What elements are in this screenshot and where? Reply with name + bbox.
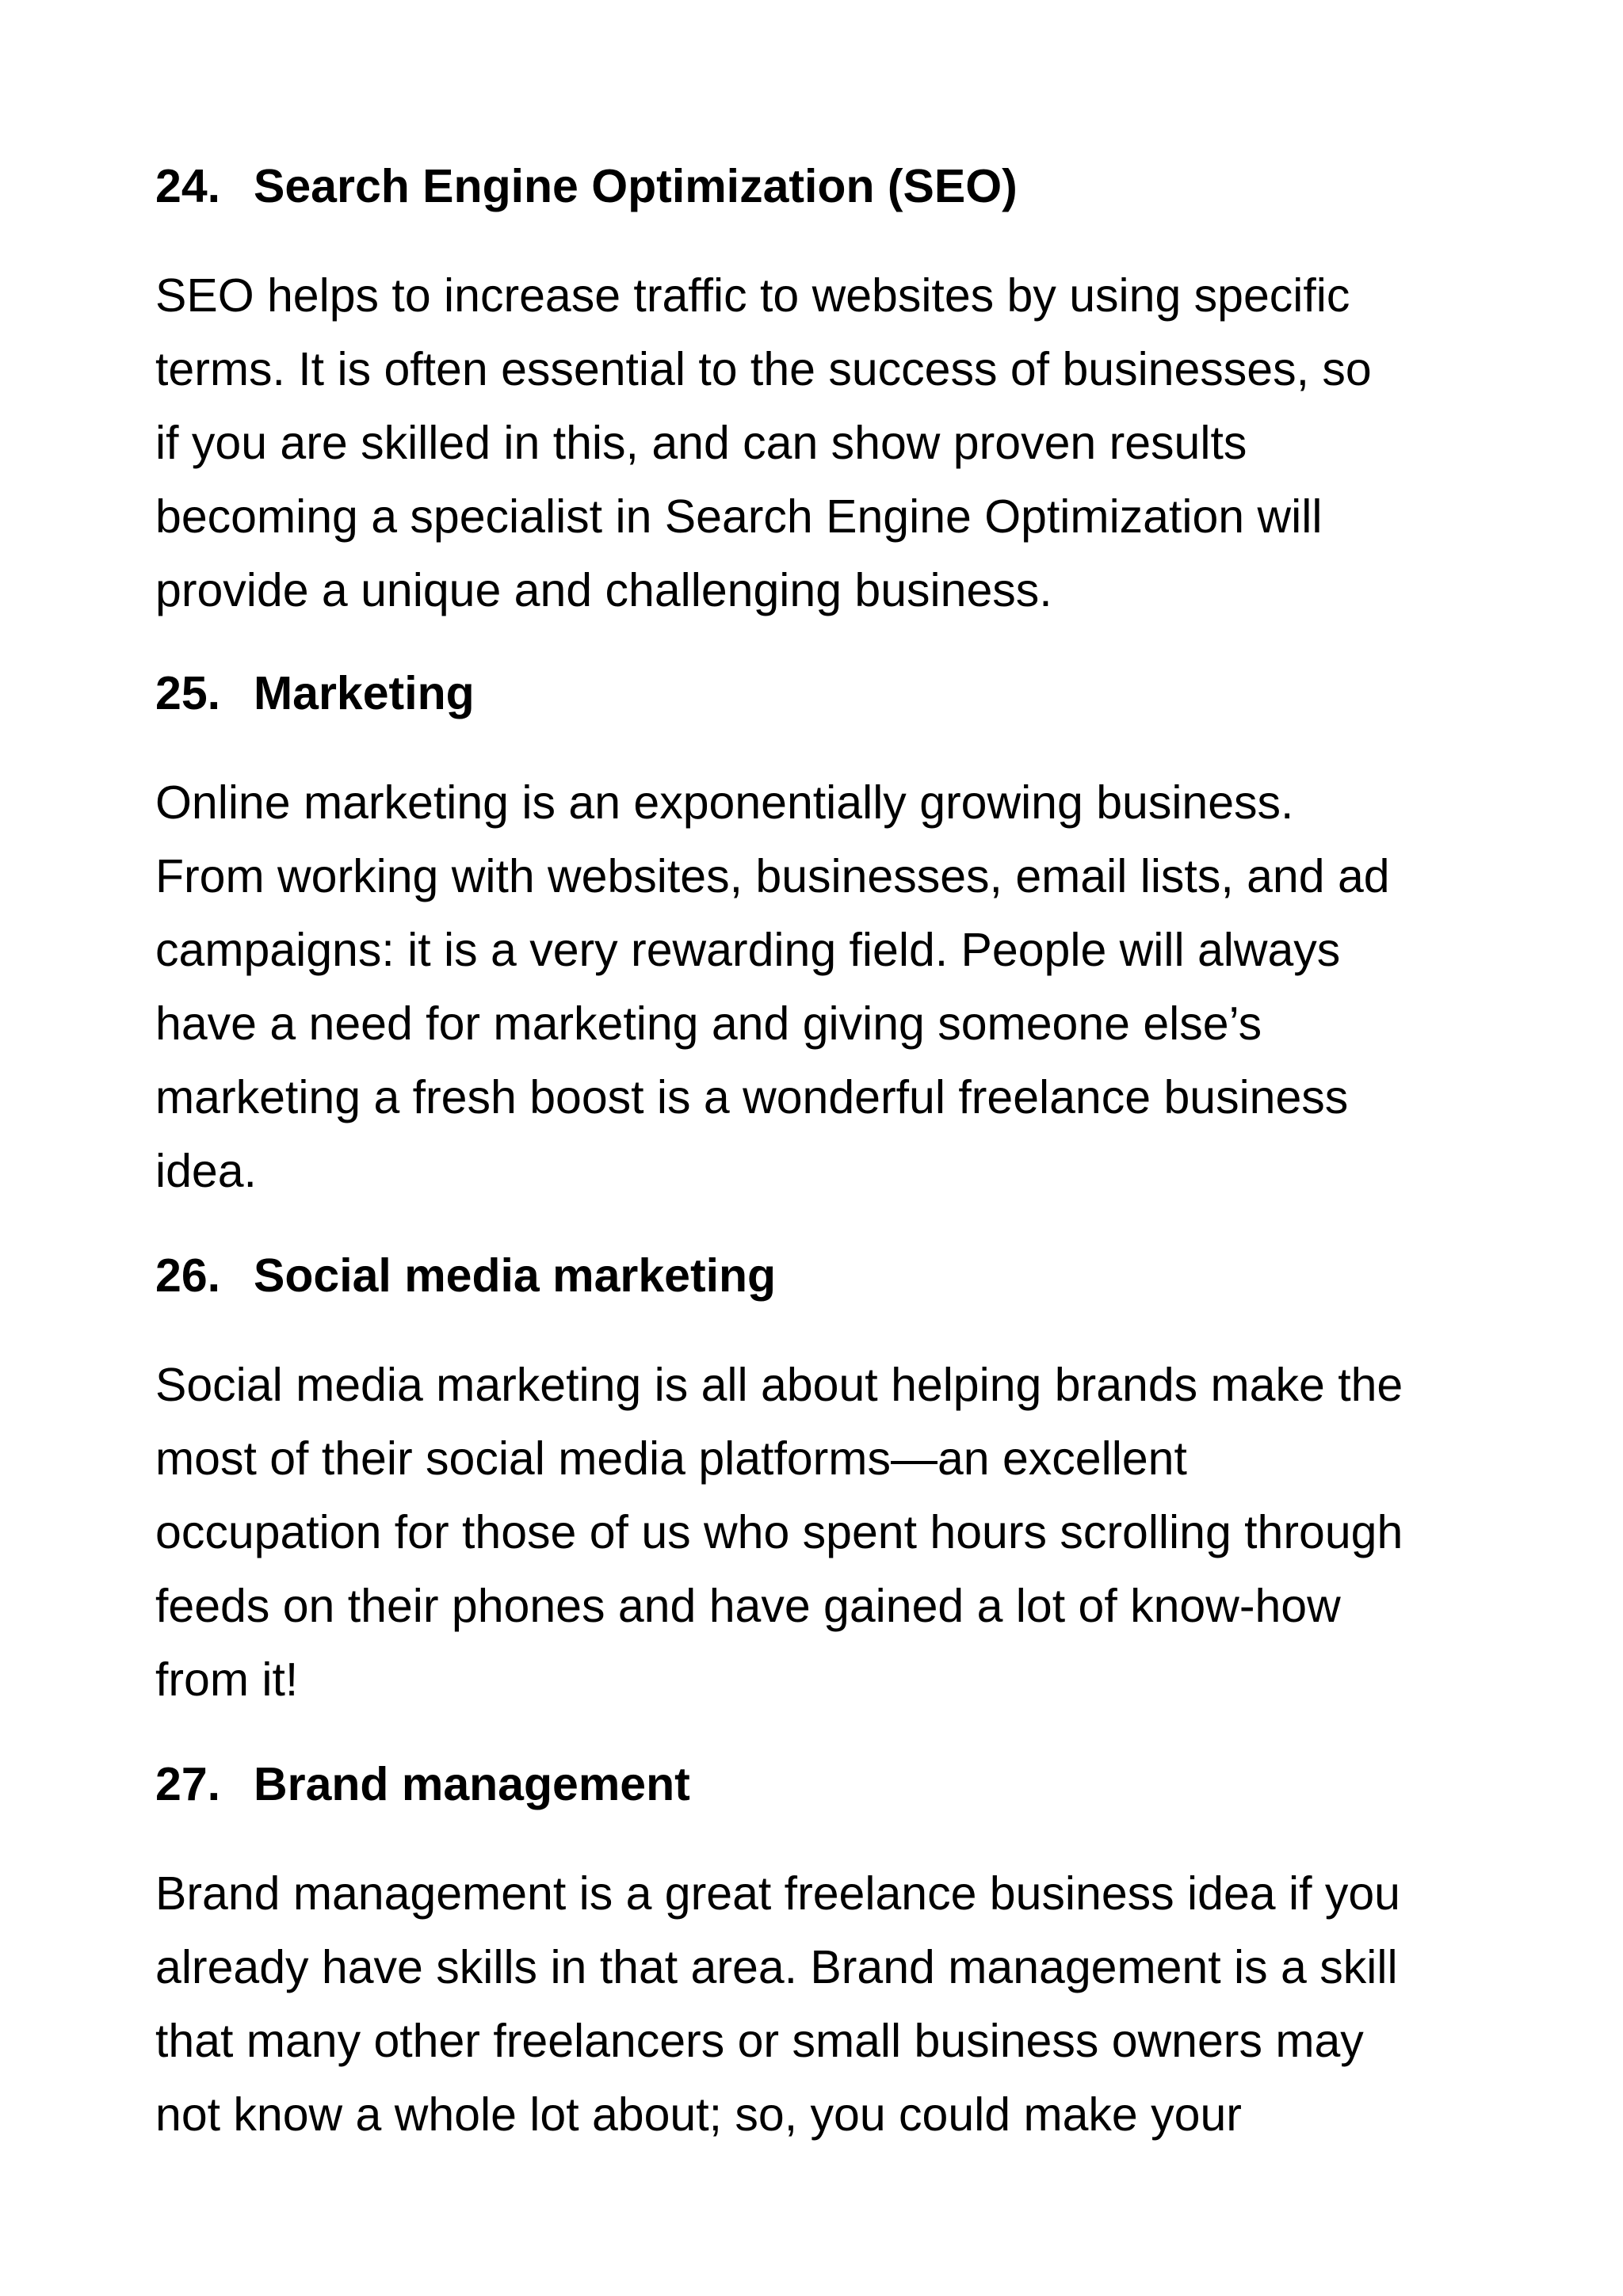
section-number: 25. xyxy=(155,667,221,719)
paragraph-line: terms. It is often essential to the success of businesses, so xyxy=(155,343,1372,395)
paragraph-line: most of their social media platforms—an excellent xyxy=(155,1432,1187,1485)
section-27-brand-management xyxy=(155,1753,1503,2152)
section-heading xyxy=(155,662,1503,725)
section-heading xyxy=(155,1753,1503,1816)
section-number: 26. xyxy=(155,1249,221,1302)
section-title: Search Engine Optimization (SEO) xyxy=(254,160,1018,212)
paragraph-line: Social media marketing is all about helping brands make the xyxy=(155,1359,1403,1411)
paragraph-line: idea. xyxy=(155,1145,257,1197)
section-paragraph xyxy=(155,1348,1503,1717)
paragraph-line: From working with websites, businesses, email lists, and ad xyxy=(155,850,1390,902)
paragraph-line: provide a unique and challenging business. xyxy=(155,564,1052,616)
paragraph-line: Online marketing is an exponentially growing business. xyxy=(155,776,1294,829)
paragraph-line: marketing a fresh boost is a wonderful freelance business xyxy=(155,1071,1349,1123)
section-paragraph xyxy=(155,259,1503,627)
paragraph-line: SEO helps to increase traffic to websites by using specific xyxy=(155,269,1350,322)
section-heading xyxy=(155,1244,1503,1307)
paragraph-line: from it! xyxy=(155,1653,299,1706)
section-paragraph xyxy=(155,766,1503,1208)
section-number: 27. xyxy=(155,1758,221,1810)
section-24-seo xyxy=(155,154,1503,627)
paragraph-line: feeds on their phones and have gained a lot of know-how xyxy=(155,1580,1341,1632)
paragraph-line: that many other freelancers or small business owners may xyxy=(155,2015,1364,2067)
paragraph-line: already have skills in that area. Brand management is a skill xyxy=(155,1941,1398,1993)
section-25-marketing xyxy=(155,662,1503,1208)
section-title: Brand management xyxy=(254,1758,690,1810)
paragraph-line: Brand management is a great freelance business idea if you xyxy=(155,1867,1400,1920)
section-heading xyxy=(155,154,1503,218)
paragraph-line: becoming a specialist in Search Engine Optimization will xyxy=(155,490,1323,543)
paragraph-line: if you are skilled in this, and can show proven results xyxy=(155,417,1247,469)
section-title: Marketing xyxy=(254,667,475,719)
paragraph-line: have a need for marketing and giving someone else’s xyxy=(155,997,1262,1050)
section-number: 24. xyxy=(155,160,221,212)
section-title: Social media marketing xyxy=(254,1249,777,1302)
paragraph-line: not know a whole lot about; so, you could make your xyxy=(155,2088,1242,2141)
paragraph-line: occupation for those of us who spent hours scrolling through xyxy=(155,1506,1403,1558)
section-26-social-media-marketing xyxy=(155,1244,1503,1717)
paragraph-line: campaigns: it is a very rewarding field. People will always xyxy=(155,924,1341,976)
section-paragraph xyxy=(155,1857,1503,2152)
